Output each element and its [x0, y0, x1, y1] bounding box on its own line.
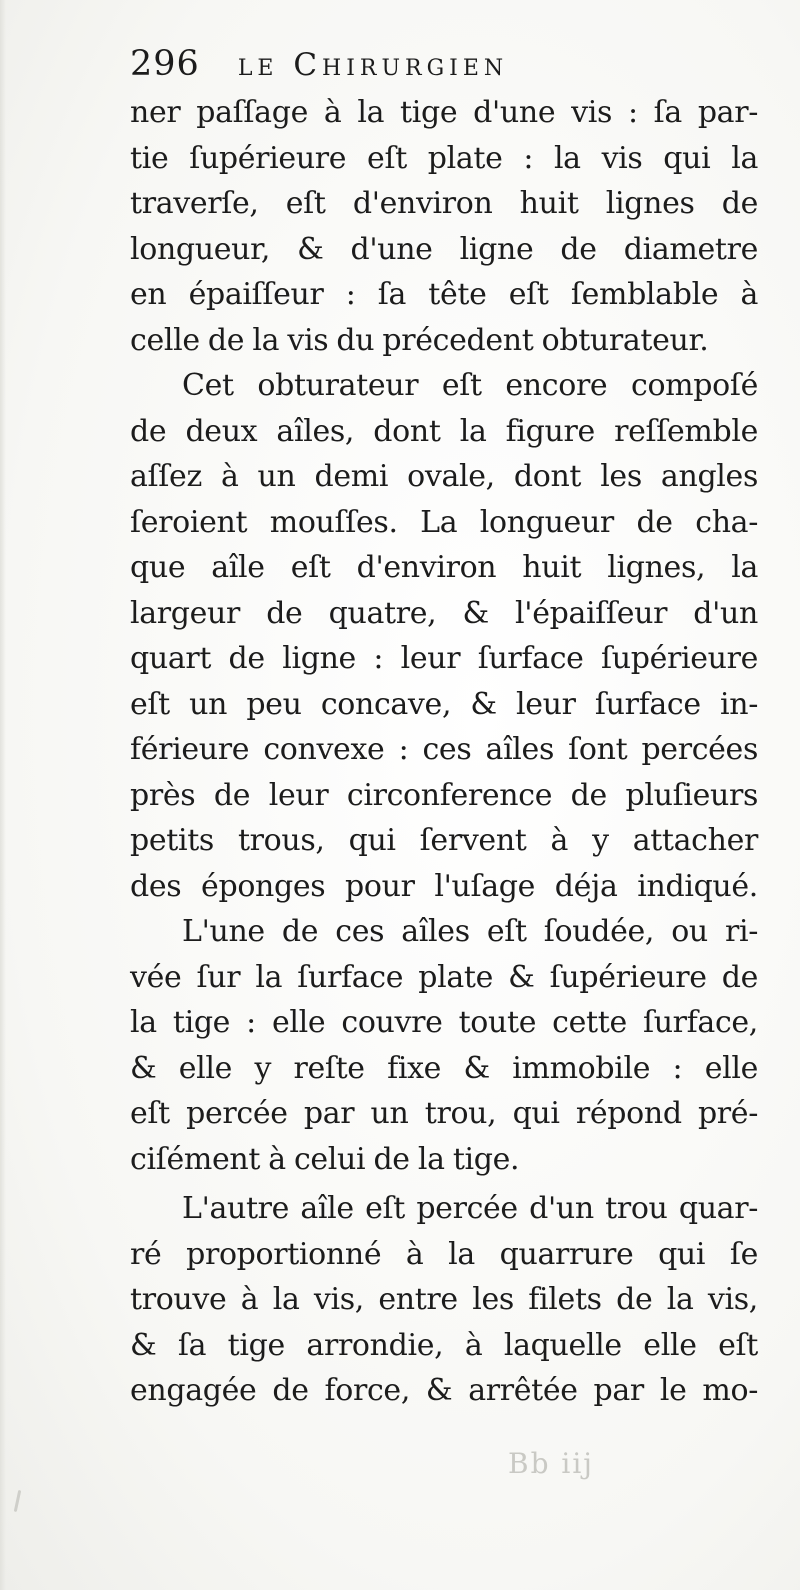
text-line: ner paſſage à la tige d'une vis : ſa par-	[130, 95, 758, 130]
text-line: petits trous, qui ſervent à y attacher	[130, 823, 758, 858]
text-line: près de leur circonference de pluſieurs	[130, 777, 758, 813]
text-line: L'une de ces aîles eſt ſoudée, ou ri-	[182, 914, 758, 949]
text-line: la tige : elle couvre toute cette ſurface,	[130, 1005, 758, 1040]
text-line: ré proportionné à la quarrure qui ſe	[130, 1236, 758, 1272]
text-line: traverſe, eſt d'environ huit lignes de	[130, 186, 758, 221]
paper-speck	[14, 1490, 22, 1512]
text-line: tie ſupérieure eſt plate : la vis qui la	[130, 140, 758, 176]
paragraph-4	[130, 1186, 758, 1414]
text-line: quart de ligne : leur ſurface ſupérieure	[130, 641, 758, 676]
paragraph-2	[130, 363, 758, 909]
text-line: vée ſur la ſurface plate & ſupérieure de	[130, 959, 758, 995]
text-line: que aîle eſt d'environ huit lignes, la	[130, 550, 758, 585]
paragraph-1	[130, 90, 758, 363]
text-line: ſeroient mouſſes. La longueur de cha-	[130, 504, 758, 540]
text-line: en épaiſſeur : ſa tête eſt ſemblable à	[130, 277, 758, 312]
text-line: L'autre aîle eſt percée d'un trou quar-	[182, 1191, 758, 1226]
text-line: aſſez à un demi ovale, dont les angles	[130, 459, 758, 494]
text-line: & elle y reſte fixe & immobile : elle	[130, 1050, 758, 1086]
text-line: ciſément à celui de la tige.	[130, 1141, 520, 1177]
running-header	[130, 44, 758, 84]
text-line: férieure convexe : ces aîles ſont percées	[130, 732, 758, 767]
text-line: largeur de quatre, & l'épaiſſeur d'un	[130, 595, 758, 631]
paragraph-3	[130, 909, 758, 1182]
text-line: trouve à la vis, entre les filets de la vis,	[130, 1282, 758, 1317]
text-line: Cet obturateur eſt encore compoſé	[182, 368, 758, 403]
text-line: des éponges pour l'uſage déja indiqué.	[130, 868, 758, 904]
running-title: le Chirurgien	[237, 47, 509, 83]
text-line: engagée de force, & arrêtée par le mo-	[130, 1373, 758, 1408]
text-line: celle de la vis du précedent obturateur.	[130, 322, 709, 358]
page-edge-shadow	[0, 0, 6, 1590]
page-number: 296	[130, 44, 200, 84]
text-line: eſt un peu concave, & leur ſurface in-	[130, 686, 758, 722]
text-block	[130, 44, 758, 1414]
text-line: longueur, & d'une ligne de diametre	[130, 231, 758, 267]
text-line: eſt percée par un trou, qui répond pré-	[130, 1096, 758, 1131]
text-line: de deux aîles, dont la figure reſſemble	[130, 413, 758, 449]
text-line: & ſa tige arrondie, à laquelle elle eſt	[130, 1327, 758, 1363]
signature-mark: Bb iij	[508, 1447, 594, 1480]
